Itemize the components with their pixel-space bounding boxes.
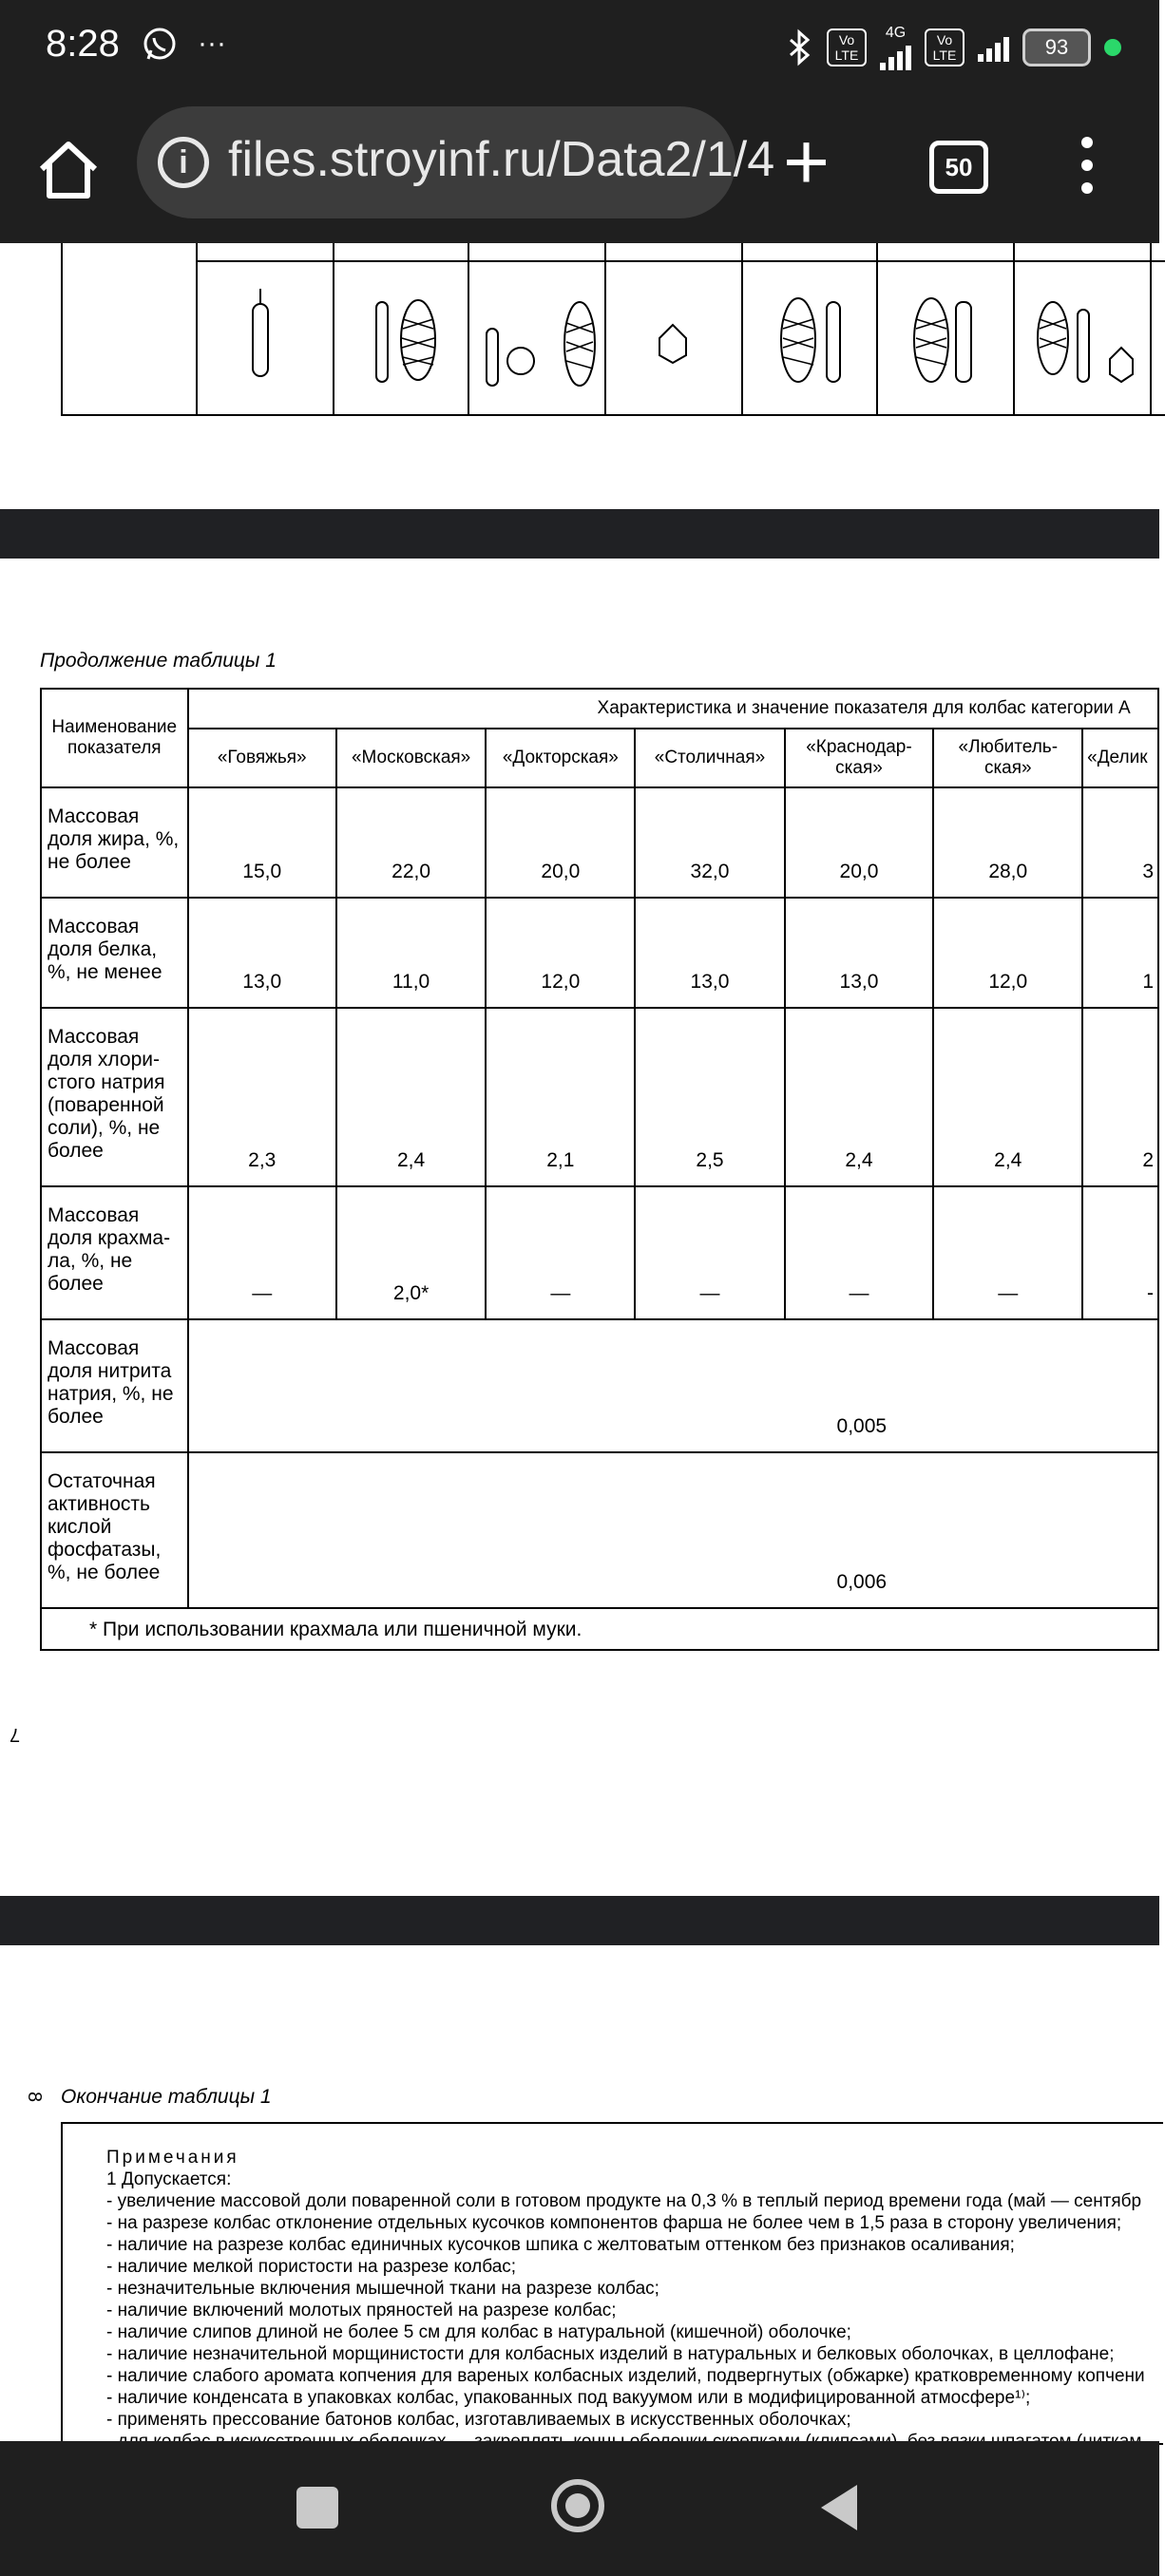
list-item: - наличие мелкой пористости на разрезе колбас;: [106, 2257, 517, 2277]
table-row: [41, 787, 1158, 898]
cell-value: 2,5: [635, 1008, 784, 1186]
cell-value: 11,0: [336, 898, 486, 1008]
cell-value: 2,1: [486, 1008, 635, 1186]
sausage-drawing-icon: [241, 289, 279, 384]
cell-value: 32,0: [635, 787, 784, 898]
document-view[interactable]: [0, 243, 1159, 2441]
column-header: «Докторская»: [486, 729, 635, 787]
more-menu-icon[interactable]: [1081, 137, 1095, 205]
merged-value: 0,005: [188, 1319, 1158, 1452]
cell-value: —: [933, 1186, 1082, 1319]
column-header: «Делик: [1082, 729, 1158, 787]
cell-value: 3: [1082, 787, 1158, 898]
notification-icons: [141, 25, 226, 63]
list-item: - увеличение массовой доли поваренной соли в готовом продукте на 0,3 % в теплый период времени года (май — сентябр: [106, 2191, 1142, 2211]
cell-value: —: [785, 1186, 934, 1319]
list-item: - применять прессование батонов колбас, изготавливаемых в искусственных оболочках;: [106, 2410, 851, 2430]
site-info-icon[interactable]: i: [158, 137, 209, 188]
list-item: - наличие незначительной морщинистости для колбасных изделий в натуральных и белковых оболочках, в целлофане;: [106, 2344, 1115, 2364]
notes-box: [61, 2122, 1163, 2445]
cell-value: 20,0: [785, 787, 934, 898]
cell-value: 2,4: [785, 1008, 934, 1186]
status-right: [787, 25, 1121, 70]
list-item: - наличие конденсата в упаковках колбас, упакованных под вакуумом или в модифицированной атмосфере¹⁾;: [106, 2388, 1031, 2408]
cell-value: 2: [1082, 1008, 1158, 1186]
cell-value: —: [486, 1186, 635, 1319]
signal-icon-2: [978, 33, 1009, 62]
bluetooth-icon: [787, 28, 813, 66]
page-separator: [0, 1896, 1159, 1945]
sausage-drawing-icon: [654, 319, 692, 367]
column-header: «Столичная»: [635, 729, 784, 787]
cell-value: 2,0*: [336, 1186, 486, 1319]
notes-subtitle: 1 Допускается:: [106, 2169, 232, 2189]
list-item: - наличие на разрезе колбас единичных кусочков шпика с желтоватым оттенком без признаков осаливания;: [106, 2235, 1015, 2255]
table-row: [41, 1008, 1158, 1186]
table-caption: Продолжение таблицы 1: [40, 650, 277, 672]
sausage-drawing-icon: [907, 289, 983, 393]
cell-value: 12,0: [486, 898, 635, 1008]
sausage-illustration-row: [61, 243, 1163, 416]
cell-value: 13,0: [188, 898, 336, 1008]
list-item: - на разрезе колбас отклонение отдельных кусочков компонентов фарша не более чем в 1,5 раза в сторону увеличения;: [106, 2213, 1122, 2233]
row-name: Массовая доля жира, %, не более: [41, 787, 188, 898]
volte-badge-2: Vo LTE: [925, 28, 964, 66]
cell-value: 1: [1082, 898, 1158, 1008]
status-bar: [0, 0, 1159, 103]
table-1-continued: [40, 688, 1159, 1651]
row-name: Массовая доля нитрита натрия, %, не более: [41, 1319, 188, 1452]
battery-icon: 93: [1022, 28, 1091, 66]
cell-value: —: [188, 1186, 336, 1319]
row-name: Массовая доля крахма-ла, %, не более: [41, 1186, 188, 1319]
cell-value: 13,0: [785, 898, 934, 1008]
column-header: «Любитель-ская»: [933, 729, 1082, 787]
list-item: - наличие слипов длиной не более 5 см для колбас в натуральной (кишечной) оболочке;: [106, 2322, 851, 2342]
more-notifications-icon: ···: [198, 28, 226, 59]
merged-value: 0,006: [188, 1452, 1158, 1608]
list-item: - наличие слабого аромата копчения для вареных колбасных изделий, подвергнутых (обжарке) кратковременному копчени: [106, 2366, 1145, 2386]
recents-button[interactable]: [296, 2487, 338, 2529]
column-header: «Говяжья»: [188, 729, 336, 787]
address-bar[interactable]: [137, 106, 775, 218]
cell-value: —: [635, 1186, 784, 1319]
row-name: Массовая доля хлори-стого натрия (поваренной соли), %, не более: [41, 1008, 188, 1186]
table-row: [41, 1452, 1158, 1608]
cell-value: 2,4: [336, 1008, 486, 1186]
tab-switcher-button[interactable]: 50: [929, 141, 988, 194]
cell-value: 12,0: [933, 898, 1082, 1008]
cell-value: 2,4: [933, 1008, 1082, 1186]
cell-value: 13,0: [635, 898, 784, 1008]
group-header: Характеристика и значение показателя для колбас категории А: [188, 689, 1158, 729]
list-item: - наличие включений молотых пряностей на разрезе колбас;: [106, 2301, 617, 2320]
table-row: [41, 1186, 1158, 1319]
list-item: - незначительные включения мышечной ткани на разрезе колбас;: [106, 2279, 659, 2299]
back-button[interactable]: [821, 2485, 857, 2530]
cell-value: -: [1082, 1186, 1158, 1319]
page-number: 7: [10, 1724, 21, 1745]
column-header: «Краснодар-ская»: [785, 729, 934, 787]
sausage-drawing-icon: [479, 291, 612, 395]
signal-icon: [880, 42, 911, 70]
table-caption: Окончание таблицы 1: [61, 2086, 272, 2108]
url-text[interactable]: files.stroyinf.ru/Data2/1/4: [228, 132, 775, 187]
row-name: Остаточная активность кислой фосфатазы, %, не более: [41, 1452, 188, 1608]
whatsapp-icon: [141, 25, 179, 63]
sausage-drawing-icon: [773, 289, 850, 393]
status-time: 8:28: [46, 23, 120, 65]
page-separator: [0, 509, 1159, 559]
cell-value: 15,0: [188, 787, 336, 898]
volte-badge-1: Vo LTE: [827, 28, 867, 66]
network-type: 4G: [880, 25, 911, 70]
new-tab-icon[interactable]: +: [783, 117, 831, 206]
system-nav-bar: [0, 2441, 1159, 2576]
cell-value: 28,0: [933, 787, 1082, 898]
home-button[interactable]: [551, 2479, 604, 2532]
home-icon[interactable]: [32, 133, 105, 205]
privacy-indicator-icon: [1104, 39, 1121, 56]
cell-value: 20,0: [486, 787, 635, 898]
name-header: Наименование показателя: [41, 689, 188, 787]
cell-value: 2,3: [188, 1008, 336, 1186]
cell-value: 22,0: [336, 787, 486, 898]
table-footnote: * При использовании крахмала или пшеничной муки.: [41, 1608, 1158, 1650]
sausage-drawing-icon: [371, 291, 447, 386]
table-row: [41, 898, 1158, 1008]
notes-title: Примечания: [106, 2148, 239, 2168]
row-name: Массовая доля белка, %, не менее: [41, 898, 188, 1008]
page-number: 8: [24, 2091, 46, 2103]
sausage-drawing-icon: [1030, 291, 1144, 395]
table-row: [41, 1319, 1158, 1452]
column-header: «Московская»: [336, 729, 486, 787]
